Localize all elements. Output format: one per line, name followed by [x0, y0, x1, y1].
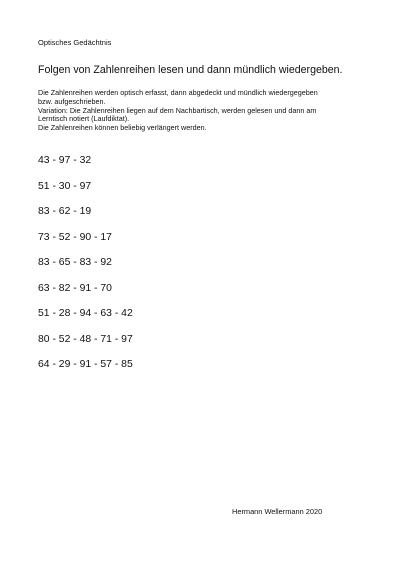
- number-sequence: 80 - 52 - 48 - 71 - 97: [38, 333, 133, 345]
- instruction-line: bzw. aufgeschrieben.: [38, 96, 106, 106]
- number-sequence: 63 - 82 - 91 - 70: [38, 282, 112, 294]
- instruction-line: Variation: Die Zahlenreihen liegen auf dem Nachbartisch, werden gelesen und dann am: [38, 105, 317, 115]
- number-sequence: 51 - 28 - 94 - 63 - 42: [38, 308, 133, 319]
- number-sequence: 51 - 30 - 97: [38, 180, 92, 192]
- number-sequence: 43 - 97 - 32: [38, 155, 92, 166]
- number-sequence: 83 - 62 - 19: [38, 206, 92, 217]
- instructions: [38, 89, 368, 133]
- instruction-line: Lerntisch notiert (Laufdiktat).: [38, 114, 130, 124]
- page-title: Folgen von Zahlenreihen lesen und dann mündlich wiedergeben.: [38, 64, 343, 76]
- category-label: Optisches Gedächtnis: [38, 38, 112, 47]
- author-credit: Hermann Wellermann 2020: [232, 507, 323, 516]
- number-sequence: 83 - 65 - 83 - 92: [38, 257, 112, 268]
- instruction-line: Die Zahlenreihen können beliebig verlängert werden.: [38, 123, 207, 133]
- number-sequence-list: [38, 155, 238, 385]
- number-sequence: 73 - 52 - 90 - 17: [38, 231, 112, 243]
- number-sequence: 64 - 29 - 91 - 57 - 85: [38, 359, 133, 370]
- instruction-line: Die Zahlenreihen werden optisch erfasst, dann abgedeckt und mündlich wiedergegeben: [38, 88, 318, 97]
